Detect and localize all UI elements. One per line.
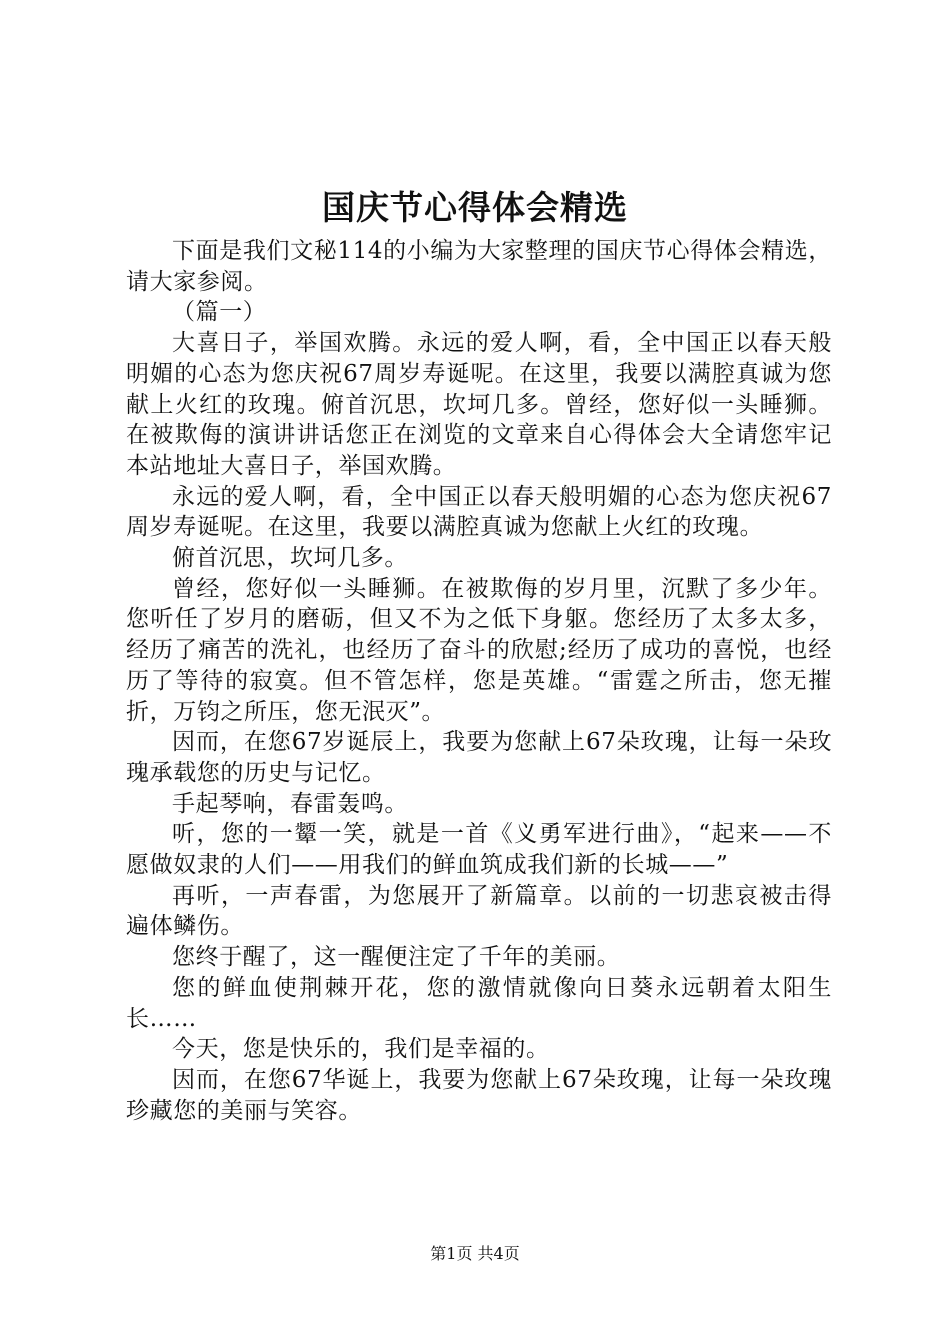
paragraph-intro: 下面是我们文秘114的小编为大家整理的国庆节心得体会精选，请大家参阅。: [126, 238, 832, 295]
paragraph: 再听，一声春雷，为您展开了新篇章。以前的一切悲哀被击得遍体鳞伤。: [126, 882, 832, 940]
document-body: [126, 236, 832, 1126]
paragraph: 因而，在您67华诞上，我要为您献上67朵玫瑰，让每一朵玫瑰珍藏您的美丽与笑容。: [126, 1066, 832, 1124]
paragraph: 大喜日子，举国欢腾。永远的爱人啊，看，全中国正以春天般明媚的心态为您庆祝67周岁寿诞呢。在这里，我要以满腔真诚为您献上火红的玫瑰。俯首沉思，坎坷几多。曾经，您好似一头睡狮。在被欺侮的演讲讲话您正在浏览的文章来自心得体会大全请您牢记本站地址大喜日子，举国欢腾。: [126, 330, 832, 479]
paragraph-section-heading: （篇一）: [172, 299, 267, 326]
paragraph: 听，您的一颦一笑，就是一首《义勇军进行曲》，“起来——不愿做奴隶的人们——用我们的鲜血筑成我们新的长城——”: [126, 821, 832, 879]
page-number-footer: 第1页 共4页: [430, 1244, 520, 1263]
paragraph: 今天，您是快乐的，我们是幸福的。: [172, 1036, 550, 1063]
paragraph: 永远的爱人啊，看，全中国正以春天般明媚的心态为您庆祝67周岁寿诞呢。在这里，我要以满腔真诚为您献上火红的玫瑰。: [126, 483, 832, 541]
document-title: 国庆节心得体会精选: [322, 188, 628, 227]
paragraph: 您的鲜血使荆棘开花，您的激情就像向日葵永远朝着太阳生长……: [126, 974, 832, 1032]
paragraph: 手起琴响，春雷轰鸣。: [172, 790, 408, 817]
paragraph: 您终于醒了，这一醒便注定了千年的美丽。: [172, 944, 621, 971]
paragraph: 俯首沉思，坎坷几多。: [172, 545, 408, 572]
paragraph: 曾经，您好似一头睡狮。在被欺侮的岁月里，沉默了多少年。您听任了岁月的磨砺，但又不为之低下身躯。您经历了太多太多，经历了痛苦的洗礼，也经历了奋斗的欣慰;经历了成功的喜悦，也经历了等待的寂寞。但不管怎样，您是英雄。“雷霆之所击，您无摧折，万钧之所压，您无泯灭”。: [126, 575, 832, 725]
paragraph: 因而，在您67岁诞辰上，我要为您献上67朵玫瑰，让每一朵玫瑰承载您的历史与记忆。: [126, 729, 832, 786]
